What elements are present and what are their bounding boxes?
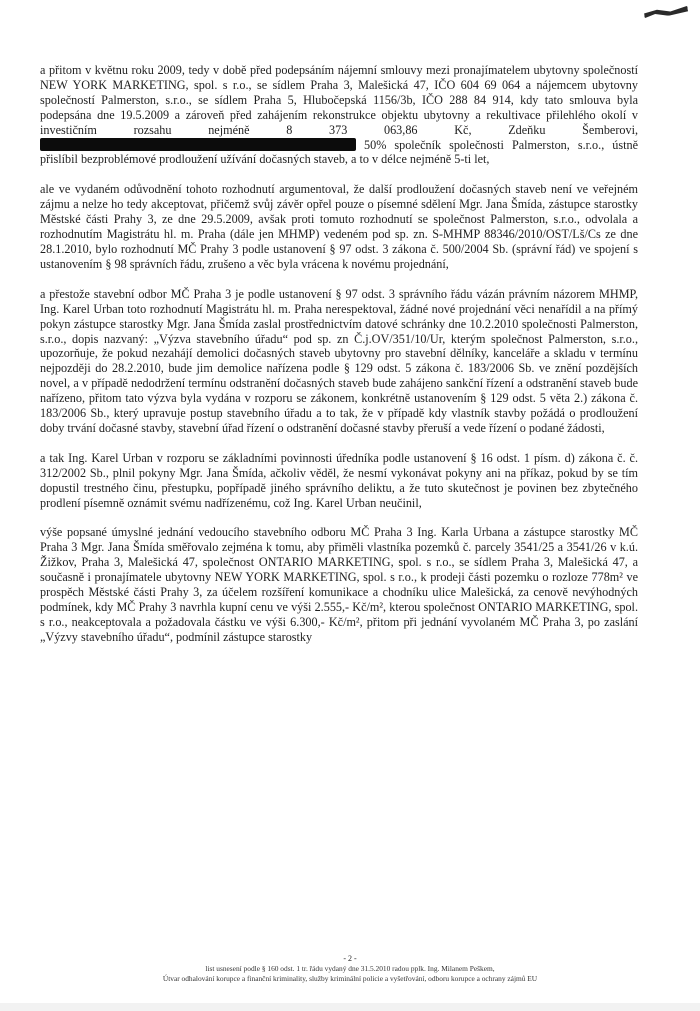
paragraph-1-text-a: a přitom v květnu roku 2009, tedy v době před podepsáním nájemní smlouvy mezi pronajímatelem ubytovny společností NEW YORK MARKETING, spol. s r.o., se sídlem Praha 3, Malešická 47, IČO 604 69 064 a nájemcem ubytovny společností Palmerston, s.r.o., se sídlem Praha 5, Hlubočepská 1156/3b, IČO 288 84 914, kdy tato smlouva byla podepsána dne 19.5.2009 a zároveň před zahájením rekonstrukce objektu ubytovny a rekultivace přilehlého okolí v investičním rozsahu nejméně 8 373 063,86 Kč, Zdeňku Šemberovi, — [40, 63, 638, 137]
paragraph-2: ale ve vydaném odůvodnění tohoto rozhodnutí argumentoval, že další prodloužení dočasných staveb není ve veřejném zájmu a nelze ho tedy akceptovat, přičemž svůj závěr opřel pouze o písemné sdělení Mgr. Jana Šmída, zástupce starostky Městské části Prahy 3, ze dne 29.5.2009, avšak proti tomuto rozhodnutí se společnost Palmerston, s.r.o., odvolala a rozhodnutím Magistrátu hl. m. Praha (dále jen MHMP) vedeném pod sp. zn. S-MHMP 88346/2010/OST/Lš/Cs ze dne 28.1.2010, bylo rozhodnutí MČ Prahy 3 podle ustanovení § 97 odst. 3 zákona č. 500/2004 Sb. (správní řád) ve spojení s ustanovením § 98 správních řádu, zrušeno a věc byla vrácena k novému projednání, — [40, 182, 638, 271]
scan-mark — [644, 6, 689, 19]
paragraph-1 — [40, 63, 638, 167]
scan-edge — [0, 1003, 700, 1011]
page-number: - 2 - — [343, 954, 357, 963]
paragraph-1-text-b: 50% společník společnosti Palmerston, s.r.o., ústně přislíbil bezproblémové prodloužení užívání dočasných staveb, a to v délce nejméně 5-ti let, — [40, 137, 638, 167]
footer-line-2: Útvar odhalování korupce a finanční kriminality, služby kriminální policie a vyšetřování, odboru korupce a ochrany zájmů EU — [162, 973, 538, 983]
document-body — [40, 63, 638, 660]
footer — [60, 964, 640, 983]
paragraph-3: a přestože stavební odbor MČ Praha 3 je podle ustanovení § 97 odst. 3 správního řádu vázán právním názorem MHMP, Ing. Karel Urban toto rozhodnutí Magistrátu hl. m. Praha nerespektoval, žádné nové projednání věci nenařídil a na přímý pokyn zástupce starostky Mgr. Jana Šmída zaslal prostřednictvím datové schránky dne 10.2.2010 společnosti Palmerston, s.r.o., dopis nazvaný: „Výzva stavebního úřadu“ pod sp. zn Č.j.OV/351/10/Ur, kterým společnost Palmerston, s.r.o., upozorňuje, že pokud nezahájí demolici dočasných staveb ubytovny pro stavební dělníky, kanceláře a skladu v termínu nejpozději do 28.2.2010, bude jim demolice nařízena podle § 129 odst. 5 zákona č. 183/2006 Sb. ve znění pozdějších novel, a v případě nedodržení termínu odstranění dočasných staveb bude zahájeno sankční řízení a odstranění staveb bude nařízeno, přitom tato výzva byla vydána v rozporu se zákonem, konkrétně ustanovením § 129 odst. 5 věta 2.) zákona č. 183/2006 Sb., který upravuje postup stavebního úřadu a to tak, že v případě kdy vlastník stavby požádá o prodloužení doby trvání dočasné stavby, stavební úřad řízení o odstranění dočasné stavby přeruší a vede řízení o podané žádosti, — [40, 286, 638, 435]
paragraph-5: výše popsané úmyslné jednání vedoucího stavebního odboru MČ Praha 3 Ing. Karla Urbana a zástupce starostky MČ Praha 3 Mgr. Jana Šmída směřovalo zejména k tomu, aby přiměli vlastníka pozemků č. parcely 3541/25 a 3541/26 v k.ú. Žižkov, Praha 3, Malešická 47, společnost ONTARIO MARKETING, spol. s r.o., se sídlem Praha 3, Malešická 47, a současně i pronajímatele ubytovny NEW YORK MARKETING, spol. s r.o., k prodeji části pozemku o rozloze 778m² ve prospěch Městské části Prahy 3, za účelem rozšíření komunikace a chodníku ulice Malešická, za cenově nevýhodných podmínek, kdy MČ Prahy 3 navrhla kupní cenu ve výši 2.555,- Kč/m², kterou společnost ONTARIO MARKETING, spol. s r.o., neakceptovala a požadovala částku ve výši 6.300,- Kč/m², přitom při jednání vyvolaném MČ Praha 3, po zaslání „Výzvy stavebního úřadu“, podmínil zástupce starostky — [40, 525, 638, 644]
redaction-bar — [40, 138, 356, 151]
footer-line-1: list usnesení podle § 160 odst. 1 tr. řádu vydaný dne 31.5.2010 radou pplk. Ing. Milanem Peškem, — [205, 964, 495, 973]
paragraph-4: a tak Ing. Karel Urban v rozporu se základními povinnosti úředníka podle ustanovení § 16 odst. 1 písm. d) zákona č. č. 312/2002 Sb., plnil pokyny Mgr. Jana Šmída, ačkoliv věděl, že nesmí vykonávat pokyny ani na příkaz, pokud by se tím dopustil trestného činu, přestupku, popřípadě jiného správního deliktu, a že tuto skutečnost je povinen bez zbytečného prodlení písemně oznámit svému nadřízenému, což Ing. Karel Urban neučinil, — [40, 450, 638, 510]
